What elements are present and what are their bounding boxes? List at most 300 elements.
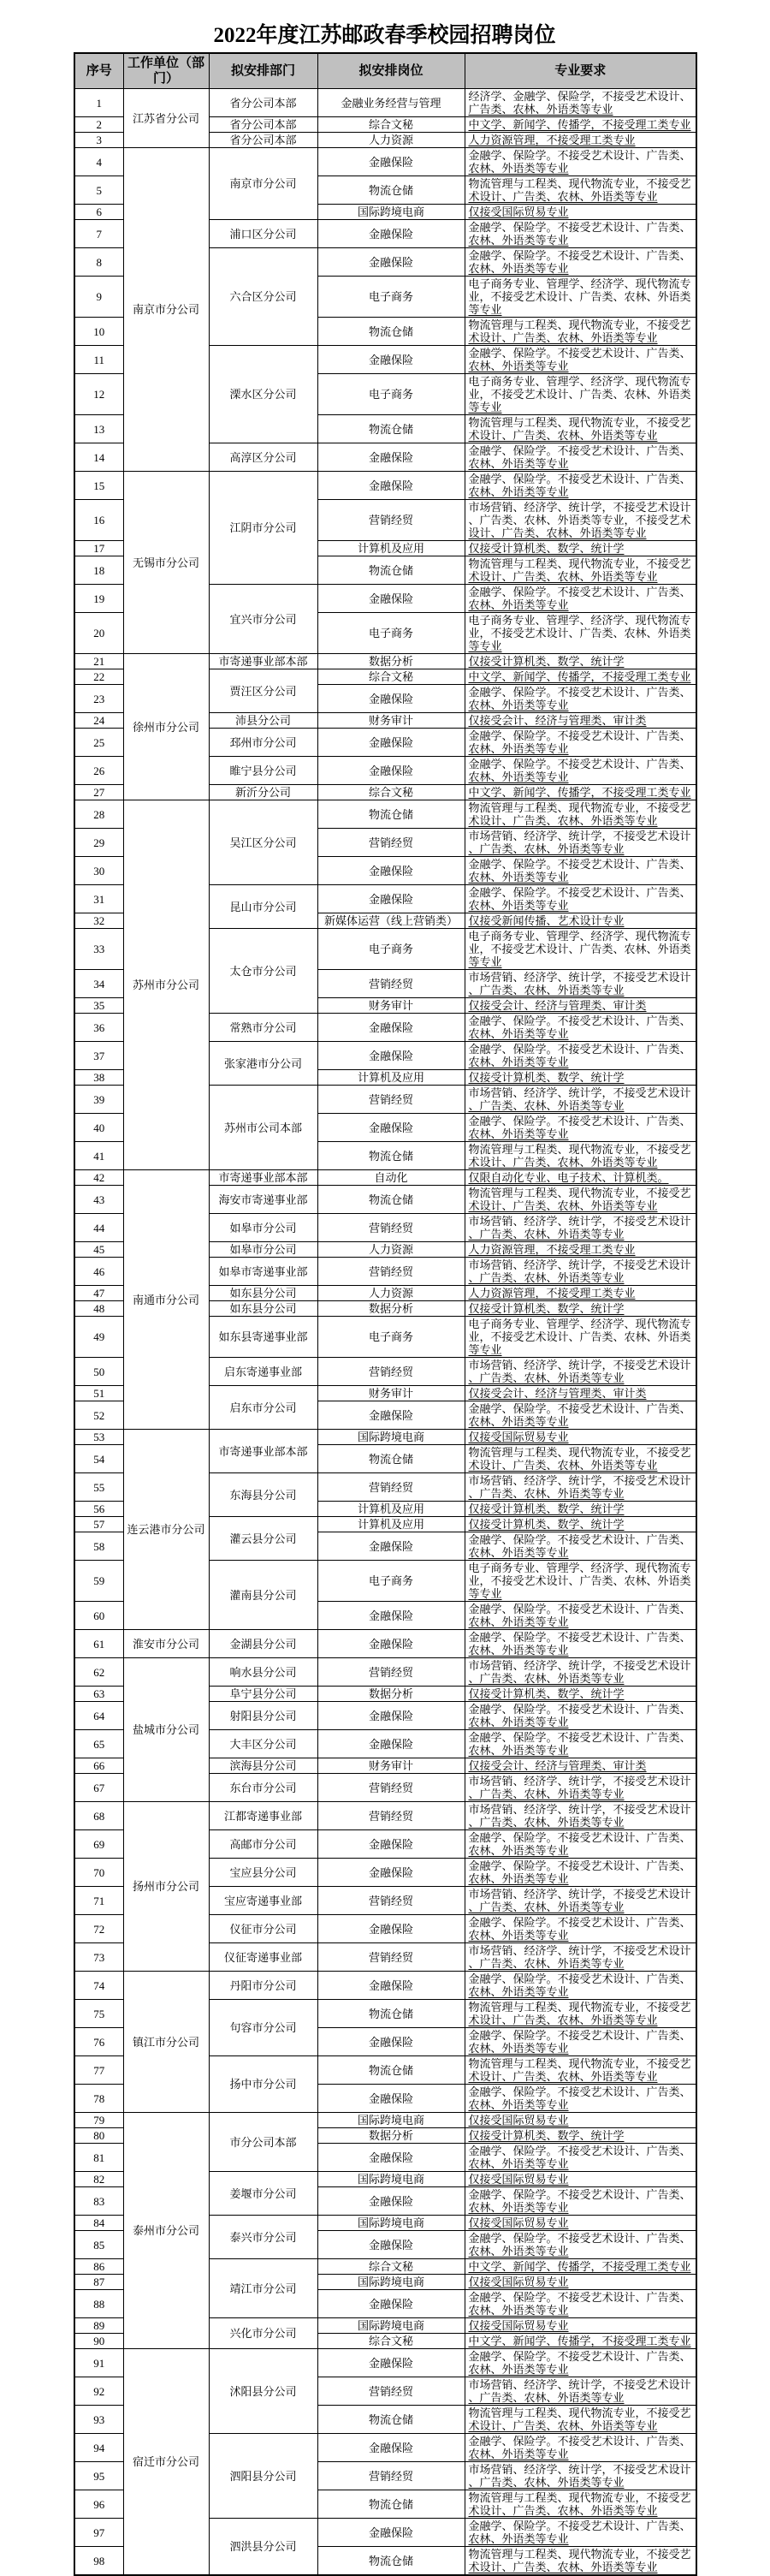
requirement-cell (465, 1730, 696, 1758)
requirement-cell (465, 2028, 696, 2056)
requirement-text: 仅接受国际贸易专业 (468, 2173, 569, 2186)
requirement-text: 金融学、保险学。不接受艺术设计、广告类、 (468, 249, 691, 262)
requirement-text: 农林、外语类等专业 (468, 2245, 569, 2258)
requirement-text: 市场营销、经济学、统计学，不接受艺术设计 (468, 2378, 691, 2391)
requirement-text: 农林、外语类等专业 (468, 699, 569, 711)
position-cell: 金融保险 (317, 585, 465, 613)
row-index-cell: 48 (74, 1301, 123, 1317)
requirement-cell (465, 1242, 696, 1258)
row-index-cell: 90 (74, 2334, 123, 2349)
position-cell: 金融保险 (317, 757, 465, 785)
requirement-cell (465, 1358, 696, 1386)
department-cell: 响水县分公司 (209, 1658, 317, 1687)
requirement-text: 、广告类、农林、外语类等专业 (468, 1271, 625, 1284)
row-index-cell: 78 (74, 2085, 123, 2113)
position-cell: 国际跨境电商 (317, 2216, 465, 2231)
requirement-text: 物流管理与工程类、现代物流专业，不接受艺 (468, 2057, 691, 2070)
row-index-cell: 40 (74, 1114, 123, 1142)
col-header-department: 拟安排部门 (209, 53, 317, 89)
row-index-cell: 82 (74, 2172, 123, 2187)
department-cell: 张家港市分公司 (209, 1042, 317, 1086)
row-index-cell: 88 (74, 2290, 123, 2318)
requirement-text: 金融学、保险学。不接受艺术设计、广告类、 (468, 444, 691, 457)
requirement-text: 仅接受会计、经济与管理类、审计类 (468, 1759, 647, 1772)
position-cell: 金融保险 (317, 1702, 465, 1730)
row-index-cell: 31 (74, 885, 123, 913)
position-cell: 物流仓储 (317, 2056, 465, 2085)
department-cell: 宝应寄递事业部 (209, 1887, 317, 1915)
position-cell: 国际跨境电商 (317, 205, 465, 220)
requirement-text: 仅接受国际贸易专业 (468, 2114, 569, 2127)
requirement-text: 、广告类、农林、外语类等专业 (468, 1788, 625, 1800)
row-index-cell: 68 (74, 1802, 123, 1830)
requirement-cell (465, 277, 696, 318)
requirement-text: 金融学、保险学。不接受艺术设计、广告类、 (468, 473, 691, 485)
position-cell: 营销经贸 (317, 1943, 465, 1972)
requirement-text: 等专业 (468, 955, 502, 968)
requirement-cell (465, 2318, 696, 2334)
position-cell: 自动化 (317, 1170, 465, 1186)
requirement-text: 农林、外语类等专业 (468, 1127, 569, 1140)
department-cell: 常熟市分公司 (209, 1014, 317, 1042)
requirement-text: 金融学、保险学。不接受艺术设计、广告类、 (468, 347, 691, 360)
requirement-cell (465, 2519, 696, 2547)
department-cell: 高淳区分公司 (209, 443, 317, 472)
position-cell: 金融保险 (317, 1532, 465, 1561)
work-unit-cell: 徐州市分公司 (123, 654, 209, 800)
requirement-text: 农林、外语类等专业 (468, 2304, 569, 2317)
requirement-text: 术设计、广告类、农林、外语类等专业 (468, 331, 658, 344)
row-index-cell: 28 (74, 800, 123, 829)
position-cell: 人力资源 (317, 1242, 465, 1258)
requirement-text: 电子商务专业、管理学、经济学、现代物流专 (468, 375, 691, 388)
requirement-text: 物流管理与工程类、现代物流专业，不接受艺 (468, 177, 691, 190)
requirement-text: 金融学、保险学。不接受艺术设计、广告类、 (468, 2291, 691, 2304)
department-cell: 吴江区分公司 (209, 800, 317, 885)
row-index-cell: 72 (74, 1915, 123, 1943)
work-unit-cell: 扬州市分公司 (123, 1802, 209, 1972)
row-index-cell: 73 (74, 1943, 123, 1972)
requirement-text: 中文学、新闻学、传播学，不接受理工类专业 (468, 786, 691, 799)
requirement-cell (465, 2113, 696, 2128)
position-cell: 营销经贸 (317, 970, 465, 998)
row-index-cell: 58 (74, 1532, 123, 1561)
department-cell: 大丰区分公司 (209, 1730, 317, 1758)
requirement-cell (465, 1114, 696, 1142)
table-row (74, 800, 696, 829)
requirement-text: 农林、外语类等专业 (468, 742, 569, 755)
position-cell: 金融保险 (317, 1630, 465, 1658)
requirement-text: 术设计、广告类、农林、外语类等专业 (468, 1459, 658, 1472)
requirement-text: 金融学、保险学。不接受艺术设计、广告类、 (468, 729, 691, 742)
requirement-text: 农林、外语类等专业 (468, 1985, 569, 1998)
row-index-cell: 57 (74, 1517, 123, 1532)
requirement-text: 仅限自动化专业、电子技术、计算机类。 (468, 1171, 669, 1184)
requirement-text: 金融学、保险学。不接受艺术设计、广告类、 (468, 586, 691, 598)
requirement-text: 仅接受国际贸易专业 (468, 2216, 569, 2229)
row-index-cell: 19 (74, 585, 123, 613)
position-cell: 电子商务 (317, 1317, 465, 1358)
work-unit-cell: 苏州市分公司 (123, 800, 209, 1170)
requirement-text: 业，不接受艺术设计、广告类、农林、外语类 (468, 290, 691, 303)
requirement-text: 农林、外语类等专业 (468, 1744, 569, 1757)
requirement-cell (465, 541, 696, 556)
row-index-cell: 34 (74, 970, 123, 998)
requirement-cell (465, 1186, 696, 1214)
position-cell: 金融保险 (317, 2231, 465, 2259)
department-cell: 如皋市寄递事业部 (209, 1258, 317, 1286)
position-cell: 营销经贸 (317, 1086, 465, 1114)
position-cell: 营销经贸 (317, 1658, 465, 1687)
work-unit-cell: 泰州市分公司 (123, 2113, 209, 2349)
position-cell: 新媒体运营（线上营销类） (317, 913, 465, 929)
position-cell: 营销经贸 (317, 2462, 465, 2490)
row-index-cell: 50 (74, 1358, 123, 1386)
requirement-cell (465, 1317, 696, 1358)
row-index-cell: 67 (74, 1774, 123, 1802)
requirement-text: 物流管理与工程类、现代物流专业，不接受艺 (468, 2491, 691, 2504)
requirement-text: 市场营销、经济学、统计学，不接受艺术设计 (468, 1803, 691, 1816)
table-row (74, 2113, 696, 2128)
position-cell: 金融保险 (317, 346, 465, 374)
requirement-text: 物流管理与工程类、现代物流专业，不接受艺 (468, 2548, 691, 2561)
work-unit-cell: 江苏省分公司 (123, 89, 209, 148)
recruitment-table (74, 52, 697, 2576)
department-cell: 沛县分公司 (209, 713, 317, 729)
requirement-cell (465, 500, 696, 541)
row-index-cell: 47 (74, 1286, 123, 1301)
requirement-text: 仅接受计算机类、数学、统计学 (468, 542, 625, 555)
requirement-cell (465, 1658, 696, 1687)
row-index-cell: 15 (74, 472, 123, 500)
work-unit-cell: 无锡市分公司 (123, 472, 209, 654)
position-cell: 数据分析 (317, 1301, 465, 1317)
position-cell: 综合文秘 (317, 2259, 465, 2275)
requirement-cell (465, 117, 696, 133)
requirement-text: 金融学、保险学。不接受艺术设计、广告类、 (468, 2029, 691, 2042)
requirement-text: 中文学、新闻学、传播学，不接受理工类专业 (468, 2335, 691, 2347)
row-index-cell: 43 (74, 1186, 123, 1214)
department-cell: 昆山市分公司 (209, 885, 317, 929)
requirement-text: 中文学、新闻学、传播学，不接受理工类专业 (468, 670, 691, 683)
col-header-work-unit: 工作单位（部门） (123, 53, 209, 89)
requirement-cell (465, 1758, 696, 1774)
table-row (74, 1802, 696, 1830)
col-header-requirement: 专业要求 (465, 53, 696, 89)
requirement-text: 中文学、新闻学、传播学，不接受理工类专业 (468, 2260, 691, 2273)
row-index-cell: 55 (74, 1473, 123, 1502)
department-cell: 省分公司本部 (209, 89, 317, 117)
requirement-cell (465, 1014, 696, 1042)
requirement-text: 、广告类、农林、外语类等专业，不接受艺术 (468, 514, 691, 527)
department-cell: 贾汪区分公司 (209, 669, 317, 713)
row-index-cell: 26 (74, 757, 123, 785)
requirement-cell (465, 2259, 696, 2275)
requirement-text: 仅接受会计、经济与管理类、审计类 (468, 1387, 647, 1400)
row-index-cell: 13 (74, 415, 123, 443)
position-cell: 人力资源 (317, 133, 465, 148)
position-cell: 金融保险 (317, 2519, 465, 2547)
department-cell: 浦口区分公司 (209, 220, 317, 248)
position-cell: 数据分析 (317, 1687, 465, 1702)
position-cell: 金融保险 (317, 1401, 465, 1430)
row-index-cell: 4 (74, 148, 123, 176)
requirement-text: 市场营销、经济学、统计学，不接受艺术设计 (468, 830, 691, 842)
department-cell: 宝应县分公司 (209, 1859, 317, 1887)
requirement-cell (465, 1802, 696, 1830)
table-row (74, 1658, 696, 1687)
requirement-text: 等专业 (468, 640, 502, 652)
requirement-cell (465, 998, 696, 1014)
table-row (74, 2349, 696, 2377)
requirement-text: 、广告类、农林、外语类等专业 (468, 1371, 625, 1384)
requirement-text: 术设计、广告类、农林、外语类等专业 (468, 1199, 658, 1212)
position-cell: 金融保险 (317, 148, 465, 176)
row-index-cell: 75 (74, 2000, 123, 2028)
requirement-cell (465, 2547, 696, 2576)
department-cell: 宜兴市分公司 (209, 585, 317, 654)
table-row (74, 1430, 696, 1445)
requirement-cell (465, 1859, 696, 1887)
row-index-cell: 95 (74, 2462, 123, 2490)
row-index-cell: 79 (74, 2113, 123, 2128)
position-cell: 国际跨境电商 (317, 2318, 465, 2334)
requirement-cell (465, 685, 696, 713)
department-cell: 南京市分公司 (209, 148, 317, 220)
requirement-text: 业，不接受艺术设计、广告类、农林、外语类 (468, 388, 691, 401)
requirement-text: 金融学、保险学。不接受艺术设计、广告类、 (468, 1603, 691, 1615)
page-title: 2022年度江苏邮政春季校园招聘岗位 (213, 24, 556, 47)
position-cell: 电子商务 (317, 613, 465, 654)
requirement-cell (465, 1687, 696, 1702)
row-index-cell: 91 (74, 2349, 123, 2377)
position-cell: 物流仓储 (317, 2406, 465, 2434)
requirement-text: 金融学、保险学。不接受艺术设计、广告类、 (468, 1831, 691, 1844)
requirement-cell (465, 2187, 696, 2216)
row-index-cell: 17 (74, 541, 123, 556)
requirement-text: 农林、外语类等专业 (468, 1716, 569, 1728)
requirement-text: 术设计、广告类、农林、外语类等专业 (468, 429, 658, 442)
requirement-cell (465, 2490, 696, 2519)
position-cell: 金融保险 (317, 2434, 465, 2462)
department-cell: 射阳县分公司 (209, 1702, 317, 1730)
department-cell: 江阴市分公司 (209, 472, 317, 585)
row-index-cell: 25 (74, 729, 123, 757)
department-cell: 邳州市分公司 (209, 729, 317, 757)
requirement-text: 金融学、保险学。不接受艺术设计、广告类、 (468, 1043, 691, 1056)
requirement-cell (465, 1401, 696, 1430)
department-cell: 沭阳县分公司 (209, 2349, 317, 2434)
row-index-cell: 56 (74, 1502, 123, 1517)
requirement-text: 金融学、保险学。不接受艺术设计、广告类、 (468, 886, 691, 899)
requirement-text: 仅接受新闻传播、艺术设计专业 (468, 914, 625, 927)
department-cell: 六合区分公司 (209, 248, 317, 346)
requirement-text: 仅接受计算机类、数学、统计学 (468, 1302, 625, 1315)
department-cell: 金湖县分公司 (209, 1630, 317, 1658)
requirement-cell (465, 2085, 696, 2113)
row-index-cell: 6 (74, 205, 123, 220)
department-cell: 泰兴市分公司 (209, 2216, 317, 2259)
position-cell: 营销经贸 (317, 1802, 465, 1830)
row-index-cell: 20 (74, 613, 123, 654)
department-cell: 靖江市分公司 (209, 2259, 317, 2318)
department-cell: 泗阳县分公司 (209, 2434, 317, 2519)
row-index-cell: 53 (74, 1430, 123, 1445)
row-index-cell: 61 (74, 1630, 123, 1658)
position-cell: 营销经贸 (317, 1214, 465, 1242)
work-unit-cell: 淮安市分公司 (123, 1630, 209, 1658)
row-index-cell: 41 (74, 1142, 123, 1170)
requirement-text: 市场营销、经济学、统计学，不接受艺术设计 (468, 1215, 691, 1228)
position-cell: 国际跨境电商 (317, 2172, 465, 2187)
position-cell: 金融保险 (317, 729, 465, 757)
requirement-text: 业，不接受艺术设计、广告类、农林、外语类 (468, 943, 691, 955)
requirement-text: 金融学、保险学。不接受艺术设计、广告类、 (468, 1859, 691, 1872)
row-index-cell: 89 (74, 2318, 123, 2334)
position-cell: 电子商务 (317, 929, 465, 970)
position-cell: 金融保险 (317, 857, 465, 885)
row-index-cell: 97 (74, 2519, 123, 2547)
requirement-cell (465, 1702, 696, 1730)
row-index-cell: 3 (74, 133, 123, 148)
requirement-cell (465, 443, 696, 472)
position-cell: 国际跨境电商 (317, 1430, 465, 1445)
requirement-cell (465, 654, 696, 669)
requirement-text: 电子商务专业、管理学、经济学、现代物流专 (468, 1318, 691, 1330)
requirement-text: 农林、外语类等专业 (468, 2532, 569, 2545)
row-index-cell: 54 (74, 1445, 123, 1473)
requirement-cell (465, 1602, 696, 1630)
position-cell: 金融保险 (317, 1972, 465, 2000)
requirement-cell (465, 885, 696, 913)
requirement-cell (465, 1532, 696, 1561)
department-cell: 灌云县分公司 (209, 1517, 317, 1561)
position-cell: 金融保险 (317, 1915, 465, 1943)
requirement-text: 市场营销、经济学、统计学，不接受艺术设计 (468, 971, 691, 984)
requirement-text: 、广告类、农林、外语类等专业 (468, 1816, 625, 1829)
table-row (74, 148, 696, 176)
position-cell: 金融保险 (317, 1602, 465, 1630)
row-index-cell: 30 (74, 857, 123, 885)
position-cell: 金融保险 (317, 1042, 465, 1070)
row-index-cell: 8 (74, 248, 123, 277)
requirement-text: 业，不接受艺术设计、广告类、农林、外语类 (468, 1330, 691, 1343)
requirement-text: 电子商务专业、管理学、经济学、现代物流专 (468, 930, 691, 943)
requirement-cell (465, 2434, 696, 2462)
requirement-text: 电子商务专业、管理学、经济学、现代物流专 (468, 1562, 691, 1574)
position-cell: 电子商务 (317, 1561, 465, 1602)
row-index-cell: 10 (74, 318, 123, 346)
position-cell: 物流仓储 (317, 1186, 465, 1214)
requirement-text: 农林、外语类等专业 (468, 262, 569, 275)
requirement-text: 术设计、广告类、农林、外语类等专业 (468, 2014, 658, 2026)
requirement-text: 术设计、广告类、农林、外语类等专业 (468, 814, 658, 827)
row-index-cell: 7 (74, 220, 123, 248)
position-cell: 金融保险 (317, 443, 465, 472)
position-cell: 营销经贸 (317, 1358, 465, 1386)
position-cell: 营销经贸 (317, 1258, 465, 1286)
requirement-text: 业，不接受艺术设计、广告类、农林、外语类 (468, 627, 691, 640)
requirement-text: 、广告类、农林、外语类等专业 (468, 1957, 625, 1970)
requirement-text: 市场营销、经济学、统计学，不接受艺术设计 (468, 1944, 691, 1957)
requirement-cell (465, 2128, 696, 2144)
requirement-cell (465, 1386, 696, 1401)
requirement-cell (465, 669, 696, 685)
position-cell: 金融保险 (317, 220, 465, 248)
header-row (74, 53, 696, 89)
row-index-cell: 59 (74, 1561, 123, 1602)
requirement-cell (465, 1214, 696, 1242)
position-cell: 金融保险 (317, 2144, 465, 2172)
position-cell: 财务审计 (317, 1386, 465, 1401)
requirement-cell (465, 2349, 696, 2377)
requirement-text: 金融学、保险学。不接受艺术设计、广告类、 (468, 686, 691, 699)
department-cell: 市分公司本部 (209, 2113, 317, 2172)
requirement-text: 、广告类、农林、外语类等专业 (468, 1487, 625, 1500)
requirement-cell (465, 1086, 696, 1114)
requirement-cell (465, 2334, 696, 2349)
position-cell: 物流仓储 (317, 1142, 465, 1170)
row-index-cell: 23 (74, 685, 123, 713)
position-cell: 营销经贸 (317, 2377, 465, 2406)
requirement-cell (465, 374, 696, 415)
requirement-text: 仅接受计算机类、数学、统计学 (468, 1502, 625, 1515)
department-cell: 海安市寄递事业部 (209, 1186, 317, 1214)
position-cell: 金融保险 (317, 248, 465, 277)
requirement-cell (465, 1830, 696, 1859)
requirement-cell (465, 585, 696, 613)
position-cell: 物流仓储 (317, 1445, 465, 1473)
requirement-text: 电子商务专业、管理学、经济学、现代物流专 (468, 277, 691, 290)
requirement-text: 仅接受国际贸易专业 (468, 1431, 569, 1443)
requirement-text: 金融学、保险学。不接受艺术设计、广告类、 (468, 1115, 691, 1127)
department-cell: 兴化市分公司 (209, 2318, 317, 2349)
requirement-text: 农林、外语类等专业 (468, 1615, 569, 1628)
requirement-cell (465, 1972, 696, 2000)
requirement-text: 金融学、保险学。不接受艺术设计、广告类、 (468, 1972, 691, 1985)
requirement-text: 、广告类、农林、外语类等专业 (468, 1901, 625, 1913)
requirement-cell (465, 133, 696, 148)
table-row (74, 1630, 696, 1658)
row-index-cell: 84 (74, 2216, 123, 2231)
position-cell: 国际跨境电商 (317, 2113, 465, 2128)
position-cell: 金融保险 (317, 472, 465, 500)
requirement-cell (465, 1561, 696, 1602)
position-cell: 数据分析 (317, 654, 465, 669)
requirement-text: 术设计、广告类、农林、外语类等专业 (468, 1156, 658, 1169)
department-cell: 丹阳市分公司 (209, 1972, 317, 2000)
requirement-text: 农林、外语类等专业 (468, 598, 569, 611)
department-cell: 市寄递事业部本部 (209, 654, 317, 669)
requirement-text: 、广告类、农林、外语类等专业 (468, 1228, 625, 1240)
requirement-text: 仅接受计算机类、数学、统计学 (468, 1518, 625, 1531)
requirement-text: 金融学、保险学。不接受艺术设计、广告类、 (468, 2085, 691, 2098)
requirement-text: 等专业 (468, 401, 502, 413)
requirement-cell (465, 1258, 696, 1286)
requirement-text: 农林、外语类等专业 (468, 2448, 569, 2460)
department-cell: 泗洪县分公司 (209, 2519, 317, 2576)
row-index-cell: 62 (74, 1658, 123, 1687)
requirement-cell (465, 346, 696, 374)
department-cell: 市寄递事业部本部 (209, 1170, 317, 1186)
requirement-cell (465, 1774, 696, 1802)
requirement-text: 电子商务专业、管理学、经济学、现代物流专 (468, 614, 691, 627)
table-row (74, 1170, 696, 1186)
requirement-text: 农林、外语类等专业 (468, 360, 569, 372)
row-index-cell: 65 (74, 1730, 123, 1758)
requirement-text: 农林、外语类等专业 (468, 1844, 569, 1857)
row-index-cell: 92 (74, 2377, 123, 2406)
